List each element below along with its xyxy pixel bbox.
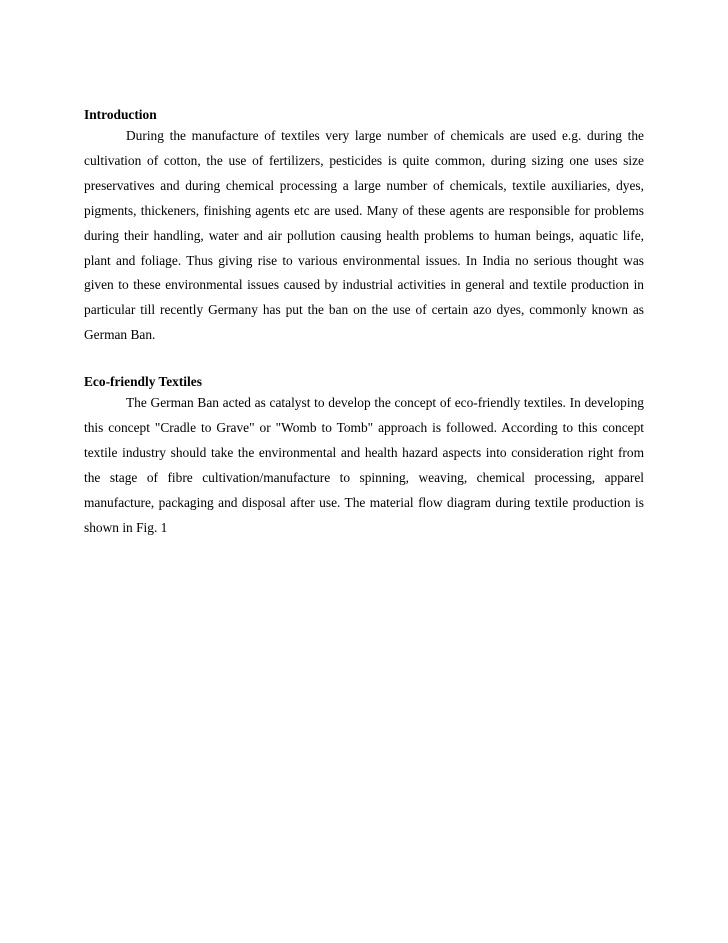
section-heading: Eco-friendly Textiles <box>84 374 202 390</box>
section-paragraph: The German Ban acted as catalyst to develop the concept of eco-friendly textiles. In developing this concept "Cradle to Grave" or "Womb to Tomb" approach is followed. According to this concept textile industry should take the environmental and health hazard aspects into consideration right from the stage of fibre cultivation/manufacture to spinning, weaving, chemical processing, apparel manufacture, packaging and disposal after use. The material flow diagram during textile production is shown in Fig. 1 <box>84 395 644 535</box>
document-page <box>84 107 644 541</box>
section-heading: Introduction <box>84 107 157 122</box>
section-introduction <box>84 107 644 348</box>
section-eco-friendly-textiles <box>84 374 644 540</box>
section-spacer <box>84 348 644 374</box>
section-paragraph: During the manufacture of textiles very large number of chemicals are used e.g. during the cultivation of cotton, the use of fertilizers, pesticides is quite common, during sizing one uses size preservatives and during chemical processing a large number of chemicals, textile auxiliaries, dyes, pigments, thickeners, finishing agents etc are used. Many of these agents are responsible for problems during their handling, water and air pollution causing health problems to human beings, aquatic life, plant and foliage. Thus giving rise to various environmental issues. In India no serious thought was given to these environmental issues caused by industrial activities in general and textile production in particular till recently Germany has put the ban on the use of certain azo dyes, commonly known as German Ban. <box>84 128 644 343</box>
